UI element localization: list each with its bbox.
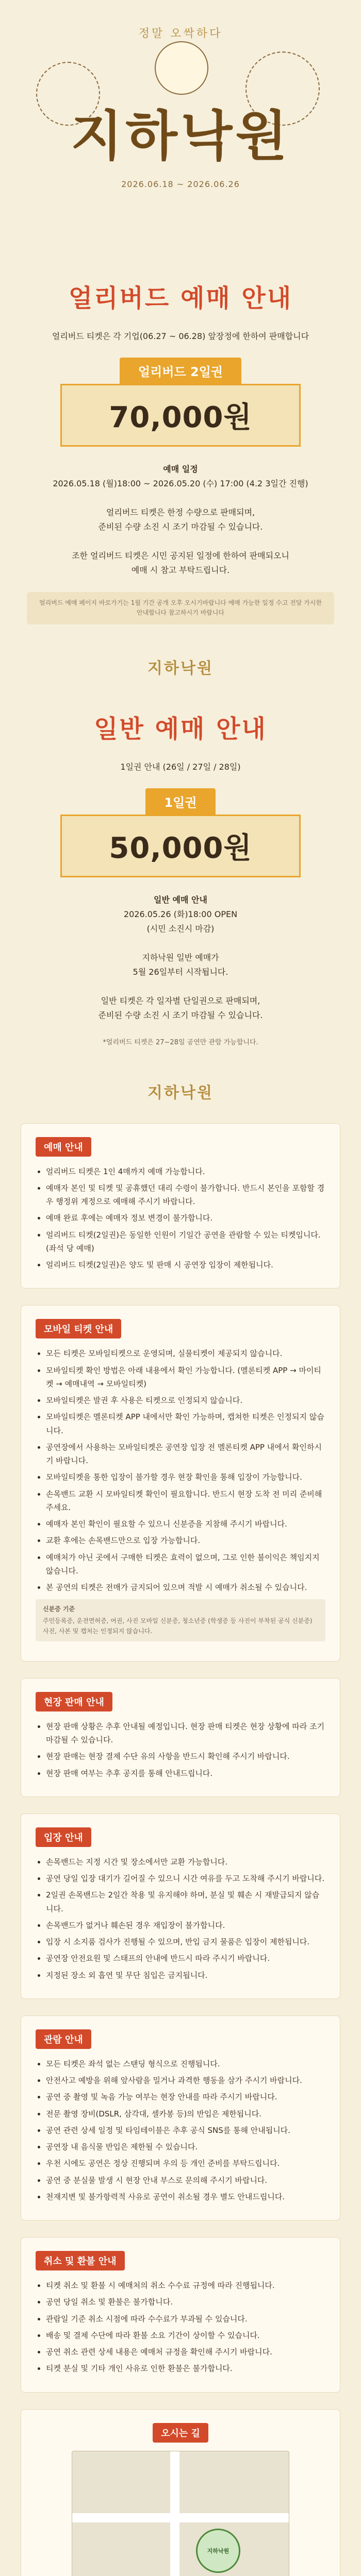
card-onsite-head: 현장 판매 안내	[36, 1692, 112, 1711]
card-mobile-list	[36, 1347, 325, 1594]
list-item: • 본 공연의 티켓은 전매가 금지되어 있으며 적발 시 예매가 취소될 수 있습니다.	[46, 1581, 325, 1594]
list-item: • 공연장에서 사용하는 모바일티켓은 공연장 입장 전 멜론티켓 APP 내에서 확인하시기 바랍니다.	[46, 1440, 325, 1468]
general-desc-4: 준비된 수량 소진 시 조기 마감될 수 있습니다.	[98, 1010, 263, 1020]
card-onsite-list	[36, 1720, 325, 1780]
map-road-horizontal	[72, 2513, 289, 2522]
list-item: • 티켓 취소 및 환불 시 예매처의 취소 수수료 규정에 따라 진행됩니다.	[46, 2279, 325, 2292]
early-desc-4: 예매 시 참고 부탁드립니다.	[131, 565, 230, 575]
card-booking	[21, 1123, 340, 1289]
list-item: • 2일권 손목밴드는 2일간 착용 및 유지해야 하며, 분실 및 훼손 시 재발급되지 않습니다.	[46, 1888, 325, 1916]
general-desc-5: *얼리버드 티켓은 27~28일 공연만 관람 가능합니다.	[103, 1038, 258, 1046]
early-section	[0, 268, 361, 624]
card-mobile-ticket	[21, 1305, 340, 1662]
general-period-sub: (시민 소진시 마감)	[146, 923, 215, 934]
mini-brand-1: 지하낙원	[147, 659, 214, 677]
list-item: • 티켓 분실 및 기타 개인 사유로 인한 환불은 불가합니다.	[46, 2362, 325, 2375]
card-entry-head: 입장 안내	[36, 1827, 91, 1847]
list-item: • 모바일티켓 확인 방법은 아래 내용에서 확인 가능합니다. (멜론티켓 APP → 마이티켓 → 예매내역 → 모바일티켓)	[46, 1364, 325, 1391]
list-item: • 교환 후에는 손목밴드만으로 입장 가능합니다.	[46, 1534, 325, 1547]
general-section-title: 일반 예매 안내	[94, 714, 267, 743]
list-item: • 모든 티켓은 좌석 없는 스탠딩 형식으로 진행됩니다.	[46, 2057, 325, 2071]
list-item: • 손목밴드가 없거나 훼손된 경우 재입장이 불가합니다.	[46, 1919, 325, 1932]
page-title: 지하낙원	[71, 104, 290, 167]
general-label-period: 일반 예매 안내	[154, 894, 207, 905]
early-hint: 얼리버드 예매 페이지 바로가기는 1월 기간 공개 오후 오시기바랍니다 예매 가능한 일정 수고 전달 가시한 안내합니다 참고하시기 바랍니다	[27, 592, 334, 624]
list-item: • 공연장 내 음식물 반입은 제한될 수 있습니다.	[46, 2140, 325, 2154]
list-item: • 공연 중 분실물 발생 시 현장 안내 부스로 문의해 주시기 바랍니다.	[46, 2174, 325, 2187]
card-booking-head: 예매 안내	[36, 1137, 91, 1157]
list-item: • 관람일 기준 취소 시점에 따라 수수료가 부과될 수 있습니다.	[46, 2312, 325, 2326]
map-pin: 지하낙원	[196, 2529, 240, 2573]
card-booking-list	[36, 1165, 325, 1272]
list-item: • 모바일티켓을 통한 입장이 불가할 경우 현장 확인을 통해 입장이 가능합니다.	[46, 1470, 325, 1484]
list-item: • 얼리버드 티켓은 1인 4매까지 예매 가능합니다.	[46, 1165, 325, 1178]
brand-small: 정말 오싹하다	[138, 27, 223, 40]
general-desc-3: 일반 티켓은 각 일자별 단일권으로 판매되며,	[101, 995, 260, 1006]
card-viewing-list	[36, 2057, 325, 2204]
card-mobile-head: 모바일 티켓 안내	[36, 1319, 121, 1338]
early-info	[21, 462, 340, 578]
early-notice: 얼리버드 티켓은 각 기업(06.27 ~ 06.28) 앞장정에 한하여 판매합니다	[52, 331, 309, 341]
early-period: 2026.05.18 (월)18:00 ~ 2026.05.20 (수) 17:00 (4.2 3일간 진행)	[53, 479, 308, 489]
card-viewing	[21, 2015, 340, 2221]
early-price: 70,000원	[60, 384, 301, 447]
date-range: 2026.06.18 ~ 2026.06.26	[121, 179, 240, 189]
general-info	[21, 893, 340, 1049]
header	[0, 0, 361, 268]
mini-brand-2: 지하낙원	[147, 1083, 214, 1102]
list-item: • 우천 시에도 공연은 정상 진행되며 우의 등 개인 준비를 부탁드립니다.	[46, 2157, 325, 2170]
list-item: • 지정된 장소 외 흡연 및 무단 침입은 금지됩니다.	[46, 1969, 325, 1982]
list-item: • 모바일티켓은 멜론티켓 APP 내에서만 확인 가능하며, 캡쳐한 티켓은 인정되지 않습니다.	[46, 1410, 325, 1437]
list-item: • 예매자 본인 확인이 필요할 수 있으니 신분증을 지참해 주시기 바랍니다.	[46, 1517, 325, 1531]
card-refund	[21, 2237, 340, 2393]
list-item: • 현장 판매 여부는 추후 공지를 통해 안내드립니다.	[46, 1767, 325, 1780]
early-label-period: 예매 일정	[163, 464, 198, 474]
list-item: • 배송 및 결제 수단에 따라 환불 소요 기간이 상이할 수 있습니다.	[46, 2329, 325, 2342]
list-item: • 공연 중 촬영 및 녹음 가능 여부는 현장 안내를 따라 주시기 바랍니다.	[46, 2090, 325, 2104]
list-item: • 공연 관련 상세 일정 및 타임테이블은 추후 공식 SNS를 통해 안내됩니다.	[46, 2124, 325, 2137]
id-note-head: 신분증 기준	[43, 1605, 75, 1613]
general-desc-2: 5월 26일부터 시작됩니다.	[133, 967, 228, 977]
list-item: • 손목밴드는 지정 시간 및 장소에서만 교환 가능합니다.	[46, 1855, 325, 1869]
general-notice: 1일권 안내 (26일 / 27일 / 28일)	[120, 761, 241, 772]
list-item: • 얼리버드 티켓(2일권)은 양도 및 판매 시 공연장 입장이 제한됩니다.	[46, 1258, 325, 1272]
card-location	[21, 2409, 340, 2576]
general-desc-1: 지하낙원 일반 예매가	[142, 952, 219, 962]
id-note-text: 주민등록증, 운전면허증, 여권, 사진 모바일 신분증, 청소년증 (학생증 등 사진이 부착된 공식 신분증) 사진, 사본 및 캡처는 인정되지 않습니다.	[43, 1617, 313, 1635]
early-section-title: 얼리버드 예매 안내	[68, 284, 293, 313]
early-badge: 얼리버드 2일권	[120, 358, 241, 384]
list-item: • 공연 당일 취소 및 환불은 불가합니다.	[46, 2295, 325, 2309]
map-road-vertical	[170, 2451, 179, 2576]
card-location-head: 오시는 길	[153, 2423, 208, 2443]
general-section	[0, 699, 361, 1049]
card-entry-list	[36, 1855, 325, 1982]
list-item: • 예매 완료 후에는 예매자 정보 변경이 불가합니다.	[46, 1211, 325, 1225]
list-item: • 공연 취소 관련 상세 내용은 예매처 규정을 확인해 주시기 바랍니다.	[46, 2345, 325, 2359]
list-item: • 안전사고 예방을 위해 앞사람을 밀거나 과격한 행동을 삼가 주시기 바랍니다.	[46, 2074, 325, 2087]
list-item: • 모든 티켓은 모바일티켓으로 운영되며, 실물티켓이 제공되지 않습니다.	[46, 1347, 325, 1360]
general-badge: 1일권	[145, 788, 215, 815]
early-desc-2: 준비된 수량 소진 시 조기 마감될 수 있습니다.	[98, 522, 263, 532]
card-onsite	[21, 1678, 340, 1797]
list-item: • 예매처가 아닌 곳에서 구매한 티켓은 효력이 없으며, 그로 인한 불이익은 책임지지 않습니다.	[46, 1551, 325, 1578]
list-item: • 전문 촬영 장비(DSLR, 삼각대, 셀카봉 등)의 반입은 제한됩니다.	[46, 2107, 325, 2121]
list-item: • 모바일티켓은 발권 후 사용은 티켓으로 인정되지 않습니다.	[46, 1394, 325, 1407]
list-item: • 현장 판매는 현장 결제 수단 유의 사항을 반드시 확인해 주시기 바랍니다.	[46, 1750, 325, 1763]
list-item: • 공연장 안전요원 및 스태프의 안내에 반드시 따라 주시기 바랍니다.	[46, 1952, 325, 1965]
location-map	[72, 2451, 289, 2576]
list-item: • 입장 시 소지품 검사가 진행될 수 있으며, 반입 금지 물품은 입장이 제한됩니다.	[46, 1935, 325, 1948]
card-refund-list	[36, 2279, 325, 2376]
general-price: 50,000원	[60, 815, 301, 877]
card-refund-head: 취소 및 환불 안내	[36, 2251, 125, 2270]
list-item: • 공연 당일 입장 대기가 길어질 수 있으니 시간 여유를 두고 도착해 주시기 바랍니다.	[46, 1872, 325, 1885]
early-desc-1: 얼리버드 티켓은 한정 수량으로 판매되며,	[106, 507, 255, 518]
list-item: • 얼리버드 티켓(2일권)은 동일한 인원이 기일간 공연을 관람할 수 있는 티켓입니다. (좌석 당 예매)	[46, 1228, 325, 1256]
skull-icon	[155, 41, 208, 95]
card-viewing-head: 관람 안내	[36, 2029, 91, 2049]
list-item: • 손목밴드 교환 시 모바일티켓 확인이 필요합니다. 반드시 현장 도착 전 미리 준비해 주세요.	[46, 1487, 325, 1515]
list-item: • 천재지변 및 불가항력적 사유로 공연이 취소될 경우 별도 안내드립니다.	[46, 2190, 325, 2204]
list-item: • 현장 판매 상황은 추후 안내될 예정입니다. 현장 판매 티켓은 현장 상황에 따라 조기 마감될 수 있습니다.	[46, 1720, 325, 1747]
early-desc-3: 조한 얼리버드 티켓은 시민 공지된 일정에 한하여 판매되오니	[71, 551, 289, 561]
list-item: • 예매자 본인 및 티켓 및 공휴했던 대리 수령이 불가합니다. 반드시 본인을 포함할 경우 행정위 계정으로 예매해 주시기 바랍니다.	[46, 1181, 325, 1209]
general-period: 2026.05.26 (화)18:00 OPEN	[123, 909, 238, 919]
card-entry	[21, 1814, 340, 1999]
id-note	[36, 1599, 325, 1641]
